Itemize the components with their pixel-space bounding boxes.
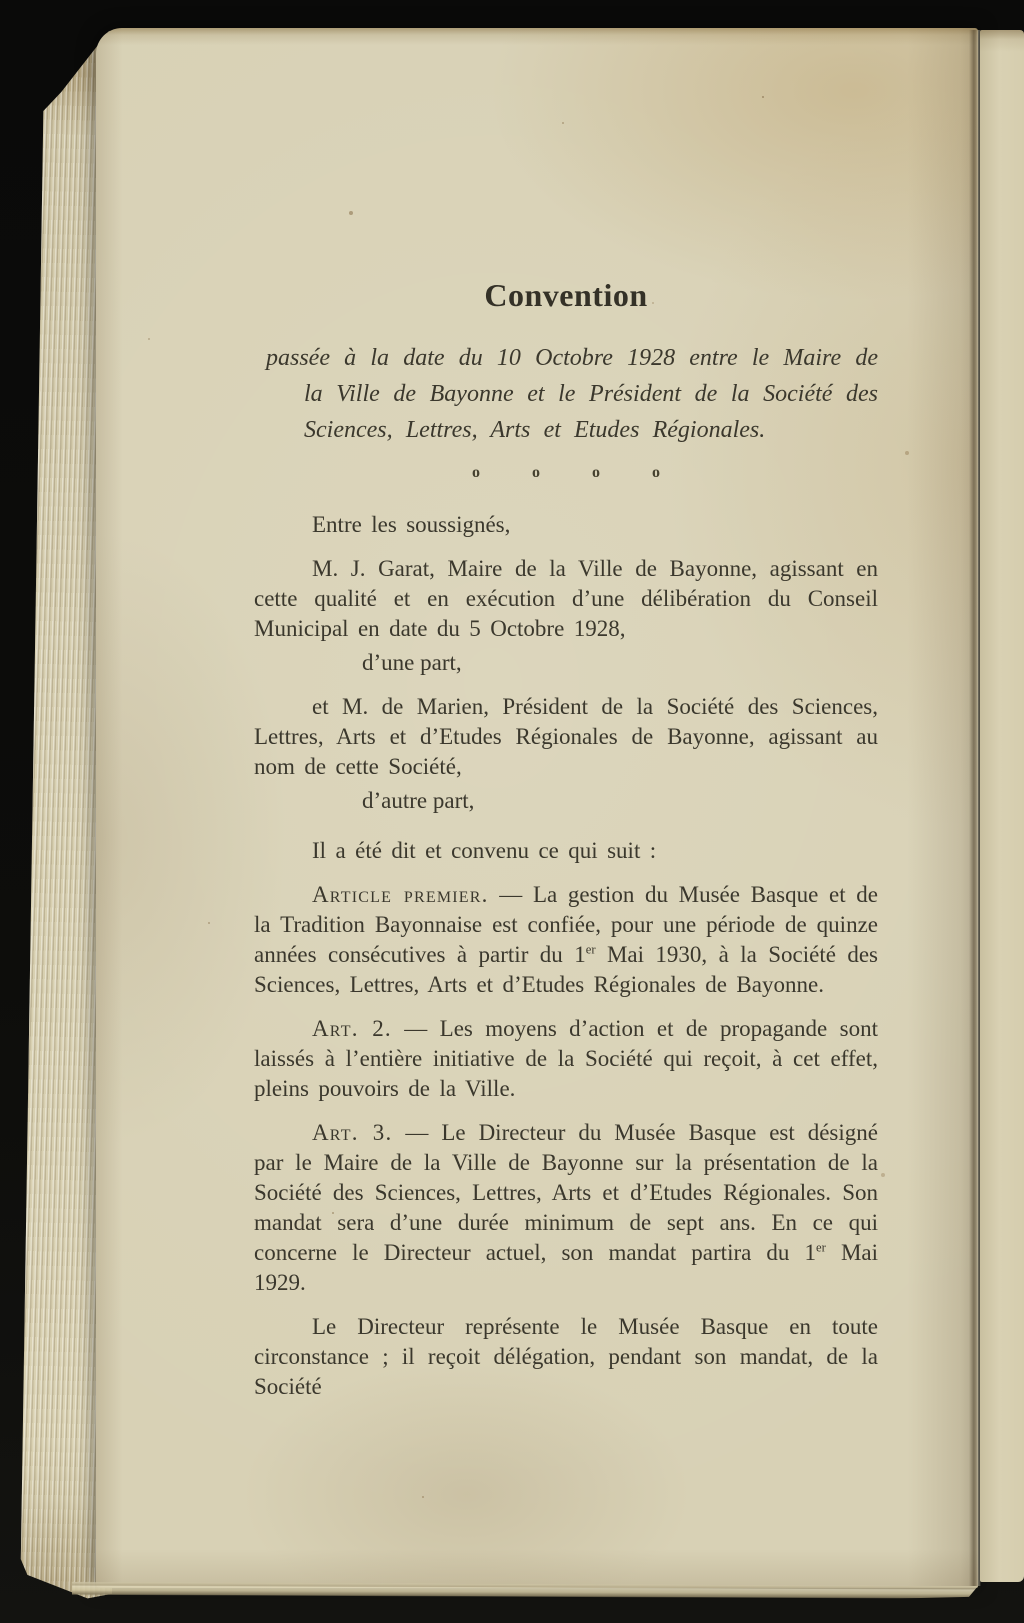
article-2-label: Art. 2. (312, 1016, 392, 1041)
article-1-superscript: er (585, 942, 596, 957)
article-2-text: Les moyens d’action et de propagande sont laissés à l’entière initiative de la Société qui reçoit, à cet effet, pleins pouvoirs de la Ville. (254, 1016, 878, 1101)
agreement-lead-in: Il a été dit et convenu ce qui suit : (312, 838, 657, 863)
intro-entre: Entre les soussignés, (312, 512, 511, 537)
article-2-paragraph (254, 1014, 878, 1104)
d-une-part-line: d’une part, (362, 650, 462, 675)
article-3-dash: — (405, 1120, 429, 1145)
document-title: Convention (484, 277, 648, 313)
page-text-block (254, 276, 878, 1402)
article-3-paragraph (254, 1118, 878, 1298)
article-1-text-cont: Mai 1930, à la Société des Sciences, Lettres, Arts et d’Etudes Régionales de Bayonne. (254, 942, 878, 997)
ornament-dots: o o o o (472, 464, 684, 481)
adjacent-page-edge (980, 30, 1024, 1582)
article-3-label: Art. 3. (312, 1120, 393, 1145)
document-subtitle: passée à la date du 10 Octobre 1928 entre le Maire de la Ville de Bayonne et le Président de la Société des Sciences, Lettres, Arts et Etudes Régionales. (266, 345, 878, 443)
book-page (96, 28, 978, 1588)
article-3-text-cont: Mai 1929. (254, 1240, 879, 1295)
article-2-dash: — (404, 1016, 428, 1041)
paper-foxing-speckles (0, 0, 2, 2)
article-3-superscript: er (816, 1240, 826, 1255)
article-1-text: La gestion du Musée Basque et de la Tradition Bayonnaise est confiée, pour une période de quinze années consécutives à partir du 1 (254, 882, 878, 967)
article-3-text: Le Directeur du Musée Basque est désigné par le Maire de la Ville de Bayonne sur la présentation de la Société des Sciences, Lettres, Arts et d’Etudes Régionales. Son mandat sera d’une durée minimum de sept ans. En ce qui concerne le Directeur actuel, son mandat partira du 1 (254, 1120, 878, 1265)
bottom-sheet-edges (72, 1582, 978, 1606)
article-1-label: Article premier. (312, 882, 489, 907)
article-1-paragraph (254, 880, 878, 1000)
party-1-paragraph: M. J. Garat, Maire de la Ville de Bayonne, agissant en cette qualité et en exécution d’une délibération du Conseil Municipal en date du 5 Octobre 1928, (254, 556, 878, 641)
closing-paragraph: Le Directeur représente le Musée Basque en toute circonstance ; il reçoit délégation, pendant son mandat, de la Société (254, 1314, 878, 1399)
party-2-paragraph: et M. de Marien, Président de la Société des Sciences, Lettres, Arts et d’Etudes Régionales de Bayonne, agissant au nom de cette Société, (254, 694, 878, 779)
article-1-dash: — (499, 882, 523, 907)
d-autre-part-line: d’autre part, (362, 788, 475, 813)
